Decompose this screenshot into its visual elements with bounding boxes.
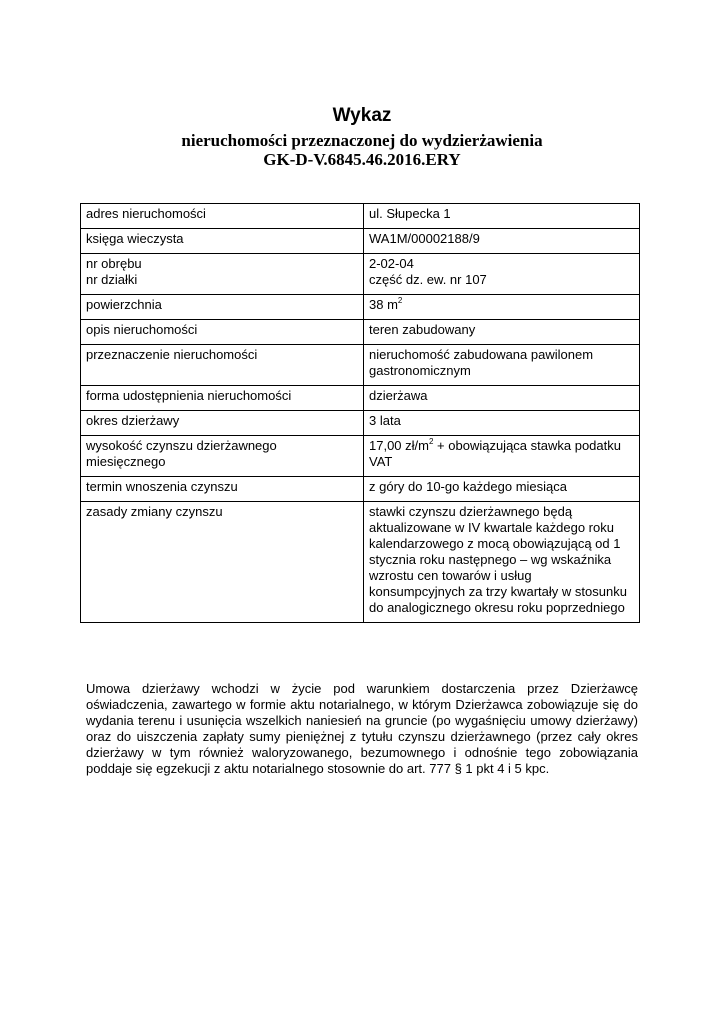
row-label — [81, 254, 364, 295]
value-line: gastronomicznym — [369, 363, 471, 378]
document-subtitle: nieruchomości przeznaczonej do wydzierżawienia — [181, 131, 543, 150]
row-label — [81, 436, 364, 477]
value-line — [369, 438, 634, 454]
contract-note: Umowa dzierżawy wchodzi w życie pod warunkiem dostarczenia przez Dzierżawcę oświadczenia, zawartego w formie aktu notarialnego, w którym Dzierżawca zobowiązuje się do wydania terenu i usunięcia wszelkich naniesień na gruncie (po wygaśnięciu umowy dzierżawy) oraz do uiszczenia zapłaty sumy pieniężnej z tytułu czynszu dzierżawnego (przez cały okres dzierżawy w tym również waloryzowanego, bezumownego i odnośnie tego zobowiązania poddaje się egzekucji z aktu notarialnego stosownie do art. 777 § 1 pkt 4 i 5 kpc. — [86, 681, 638, 776]
row-label: opis nieruchomości — [81, 320, 364, 345]
row-label: forma udostępnienia nieruchomości — [81, 386, 364, 411]
table-row — [81, 502, 640, 623]
row-value: z góry do 10-go każdego miesiąca — [364, 477, 640, 502]
row-label: przeznaczenie nieruchomości — [81, 345, 364, 386]
rent-amount: 17,00 zł/m — [369, 438, 429, 453]
row-value: WA1M/00002188/9 — [364, 229, 640, 254]
row-value: dzierżawa — [364, 386, 640, 411]
label-line: miesięcznego — [86, 454, 166, 469]
table-row — [81, 436, 640, 477]
value-line: stawki czynszu dzierżawnego będą — [369, 504, 573, 519]
row-value — [364, 295, 640, 320]
value-line: stycznia roku następnego – wg wskaźnika — [369, 552, 612, 567]
table-row — [81, 229, 640, 254]
row-value: 3 lata — [364, 411, 640, 436]
row-value — [364, 502, 640, 623]
document-title: Wykaz — [332, 105, 392, 126]
value-line: nieruchomość zabudowana pawilonem — [369, 347, 594, 362]
row-label: powierzchnia — [81, 295, 364, 320]
table-row — [81, 295, 640, 320]
row-value: teren zabudowany — [364, 320, 640, 345]
label-line: wysokość czynszu dzierżawnego — [86, 438, 277, 453]
row-value — [364, 254, 640, 295]
value-line: kalendarzowego z mocą obowiązującą od 1 — [369, 536, 621, 551]
table-row — [81, 254, 640, 295]
area-value: 38 m — [369, 297, 398, 312]
row-label: adres nieruchomości — [81, 204, 364, 229]
value-line: część dz. ew. nr 107 — [369, 272, 487, 287]
value-line: 2-02-04 — [369, 256, 414, 271]
value-line: konsumpcyjnych za trzy kwartały w stosunku — [369, 584, 627, 599]
row-label: okres dzierżawy — [81, 411, 364, 436]
table-row — [81, 320, 640, 345]
table-row — [81, 345, 640, 386]
row-label: księga wieczysta — [81, 229, 364, 254]
rent-tax: + obowiązująca stawka podatku — [433, 438, 621, 453]
value-line: aktualizowane w IV kwartale każdego roku — [369, 520, 614, 535]
table-row — [81, 477, 640, 502]
value-line: wzrostu cen towarów i usług — [369, 568, 532, 583]
value-line: do analogicznego okresu roku poprzedniego — [369, 600, 625, 615]
superscript: 2 — [428, 436, 434, 446]
table-row — [81, 204, 640, 229]
table-row — [81, 411, 640, 436]
row-value — [364, 436, 640, 477]
label-line: nr działki — [86, 272, 138, 287]
value-line: VAT — [369, 454, 393, 469]
label-line: nr obrębu — [86, 256, 142, 271]
table-row — [81, 386, 640, 411]
row-label: zasady zmiany czynszu — [81, 502, 364, 623]
row-value — [364, 345, 640, 386]
row-value: ul. Słupecka 1 — [364, 204, 640, 229]
reference-number: GK-D-V.6845.46.2016.ERY — [263, 150, 461, 169]
property-table — [80, 203, 640, 623]
row-label: termin wnoszenia czynszu — [81, 477, 364, 502]
superscript: 2 — [397, 295, 403, 305]
